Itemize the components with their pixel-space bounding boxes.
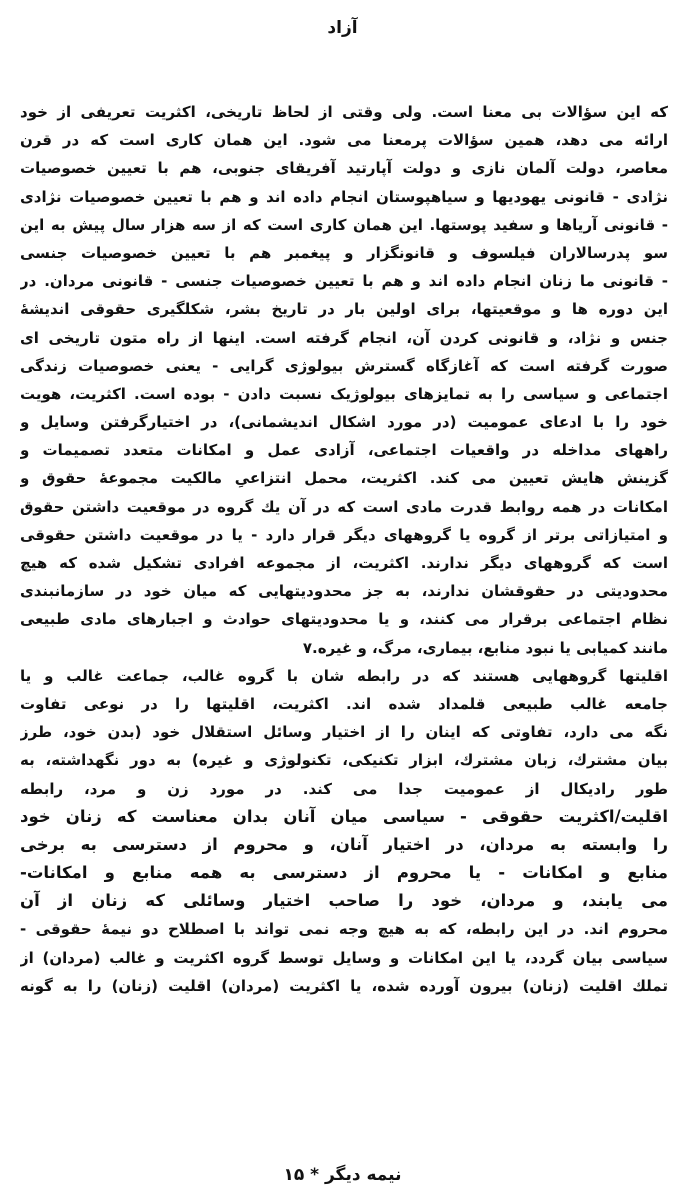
- text-line: اقلیتها گروههایی هستند که در رابطه شان با گروه غالب، جماعت غالب و یا: [20, 666, 668, 685]
- text-line: تملك اقلیت (زنان) بیرون آورده شده، یا اکثریت (مردان) اقلیت (زنان) را به گونه: [20, 976, 668, 995]
- text-line: می یابند، و مردان، خود را صاحب اختیار وسائلی که زنان از آن: [20, 891, 668, 911]
- text-line: جنس و نژاد، و قانونی کردن آن، انجام گرفته است. اینها از راه متون تاریخی ای: [20, 328, 668, 347]
- text-line: امکانات در همه روابط قدرت مادی است که در آن یك گروه در موقعیت داشتن حقوق: [20, 497, 668, 516]
- text-line: خود را با ادعای عمومیت (در مورد اشکال اندیشمانی)، در اختیارگرفتن وسایل و: [20, 413, 668, 432]
- text-line: - قانونی آریاها و سفید پوستها. این همان کاری است که از سه هزار سال پیش به این: [20, 215, 668, 234]
- running-head: آزاد: [327, 18, 358, 38]
- text-line: مانند کمیابی یا نبود منابع، بیماری، مرگ، و غیره.۷: [302, 638, 668, 657]
- text-line: طور رادیکال از عمومیت جدا می کند. در مورد زن و مرد، رابطه: [20, 779, 668, 798]
- text-line: و امتیازاتی برتر از گروه یا گروههای دیگر قرار دارد - یا در موقعیت داشتن حقوقی: [20, 525, 668, 544]
- text-line: نظام اجتماعی برقرار می کنند، و یا محدودیتهای حوادث و اجبارهای مادی طبیعی: [20, 610, 668, 629]
- text-line: گزینش هایش تعیین می کند. اکثریت، محمل انتزاعیِ مالکیت مجموعهٔ حقوق و: [20, 469, 668, 488]
- text-line: ارائه می دهد، همین سؤالات پرمعنا می شود. این همان کاری است که در قرن: [20, 131, 668, 150]
- text-line: منابع و امکانات - یا محروم از دسترسی به همه منابع و امکانات-: [20, 863, 668, 883]
- text-line: بیان مشترك، زبان مشترك، ابزار تکنیکی، تکنولوژی و غیره) به دور نگهداشته، به: [20, 751, 668, 770]
- text-line: را وابسته به مردان، در اختیار آنان، و محروم از دسترسی به برخی: [20, 834, 668, 854]
- text-line: راههای مداخله در واقعیات اجتماعی، آزادی عمل و امکانات متعدد تصمیمات و: [20, 441, 668, 460]
- text-line: جامعه غالب طبیعی قلمداد شده اند. اکثریت، اقلیتها را در نوعی تفاوت: [20, 694, 668, 713]
- text-line: که این سؤالات بی معنا است. ولی وقتی از لحاظ تاریخی، اکثریت تعریفی از خود: [20, 103, 668, 121]
- text-line: این دوره ها و موقعیتها، برای اولین بار در تاریخ بشر، شکلگیری حقوقی اندیشهٔ: [20, 300, 668, 319]
- text-line: - قانونی ما زنان انجام داده اند و هم با تعیین خصوصیات جنسی - قانونی مردان. در: [20, 272, 668, 291]
- text-line: سیاسی بیان گردد، یا این امکانات و وسایل توسط گروه اکثریت و غالب (مردان) از: [20, 948, 668, 967]
- text-line: سو پدرسالاران فیلسوف و قانونگزار و پیغمبر هم با تعیین خصوصیات جنسی: [20, 243, 668, 262]
- body-text: [20, 98, 668, 1000]
- text-line: است که گروههای دیگر ندارند. اکثریت، از مجموعه افرادی تشکیل شده که هیچ: [20, 554, 668, 572]
- text-line: اجتماعی و سیاسی را به تمایزهای بیولوژیک نسبت دادن - بوده است. اکثریت، هویت: [20, 384, 668, 403]
- text-line: محدودیتی در حقوقشان ندارند، به جز محدودیتهایی که میان خود در سازمانبندی: [20, 582, 668, 601]
- text-line: نژادی - قانونی یهودیها و سیاهپوستان انجام داده اند و هم با تعیین خصوصیات نژادی: [20, 187, 668, 206]
- text-line: محروم اند. در این رابطه، که به هیچ وجه نمی تواند با اصطلاح دو نیمهٔ حقوقی -: [20, 920, 668, 939]
- text-line: معاصر، دولت آلمان نازی و دولت آپارتید آفریقای جنوبی، هم با تعیین خصوصیات: [20, 159, 668, 178]
- text-line: نگه می دارد، تفاوتی که اینان را از اختیار وسائل استقلال خود (بدن خود، طرز: [20, 723, 668, 742]
- page-number: نیمه دیگر * ۱۵: [283, 1165, 402, 1185]
- text-line: اقلیت/اکثریت حقوقی - سیاسی میان آنان بدان معناست که زنان خود: [20, 806, 668, 826]
- text-line: صورت گرفته است که آغازگاه گسترش بیولوژی گرایی - یعنی خصوصیات زندگی: [20, 356, 668, 375]
